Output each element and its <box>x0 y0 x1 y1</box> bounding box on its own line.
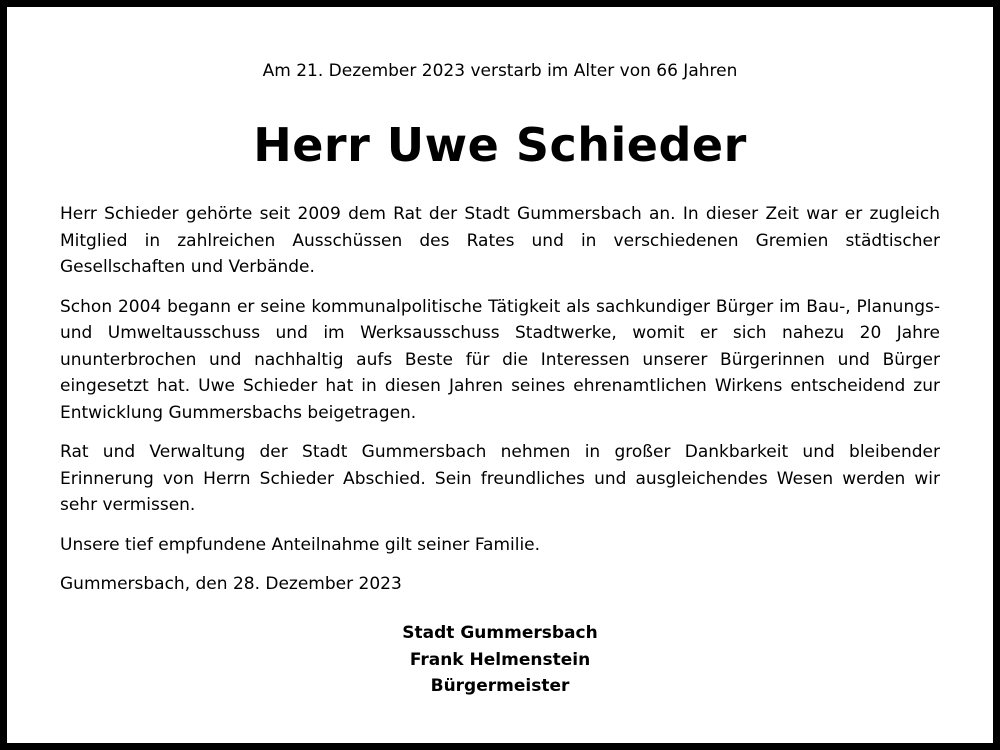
notice-body <box>60 201 940 611</box>
intro-line: Am 21. Dezember 2023 verstarb im Alter von 66 Jahren <box>262 61 738 81</box>
paragraph-council-membership: Herr Schieder gehörte seit 2009 dem Rat der Stadt Gummersbach an. In dieser Zeit war er zugleich Mitglied in zahlreichen Ausschüssen des Rates und in verschiedenen Gremien städtischer Gesellschaften und Verbände. <box>60 204 940 277</box>
deceased-name: Herr Uwe Schieder <box>253 118 747 172</box>
paragraph-political-career: Schon 2004 begann er seine kommunalpolitische Tätigkeit als sachkundiger Bürger im Bau-, Planungs- und Umweltausschuss und im Werksausschuss Stadtwerke, womit er sich nahezu 20 Jahre ununterbrochen und nachhaltig aufs Beste für die Interessen unserer Bürgerinnen und Bürger eingesetzt hat. Uwe Schieder hat in diesen Jahren seines ehrenamtlichen Wirkens entscheidend zur Entwicklung Gummersbachs beigetragen. <box>60 296 940 423</box>
signature-organization: Stadt Gummersbach <box>402 623 598 643</box>
signature-block <box>0 620 1000 700</box>
paragraph-condolence: Unsere tief empfundene Anteilnahme gilt seiner Familie. <box>60 534 541 555</box>
paragraph-farewell: Rat und Verwaltung der Stadt Gummersbach nehmen in großer Dankbarkeit und bleibender Erinnerung von Herrn Schieder Abschied. Sein freundliches und ausgleichendes Wesen werden wir sehr vermissen. <box>60 442 940 515</box>
place-date: Gummersbach, den 28. Dezember 2023 <box>60 574 402 594</box>
signature-role: Bürgermeister <box>430 676 570 696</box>
signature-person: Frank Helmenstein <box>409 649 591 670</box>
